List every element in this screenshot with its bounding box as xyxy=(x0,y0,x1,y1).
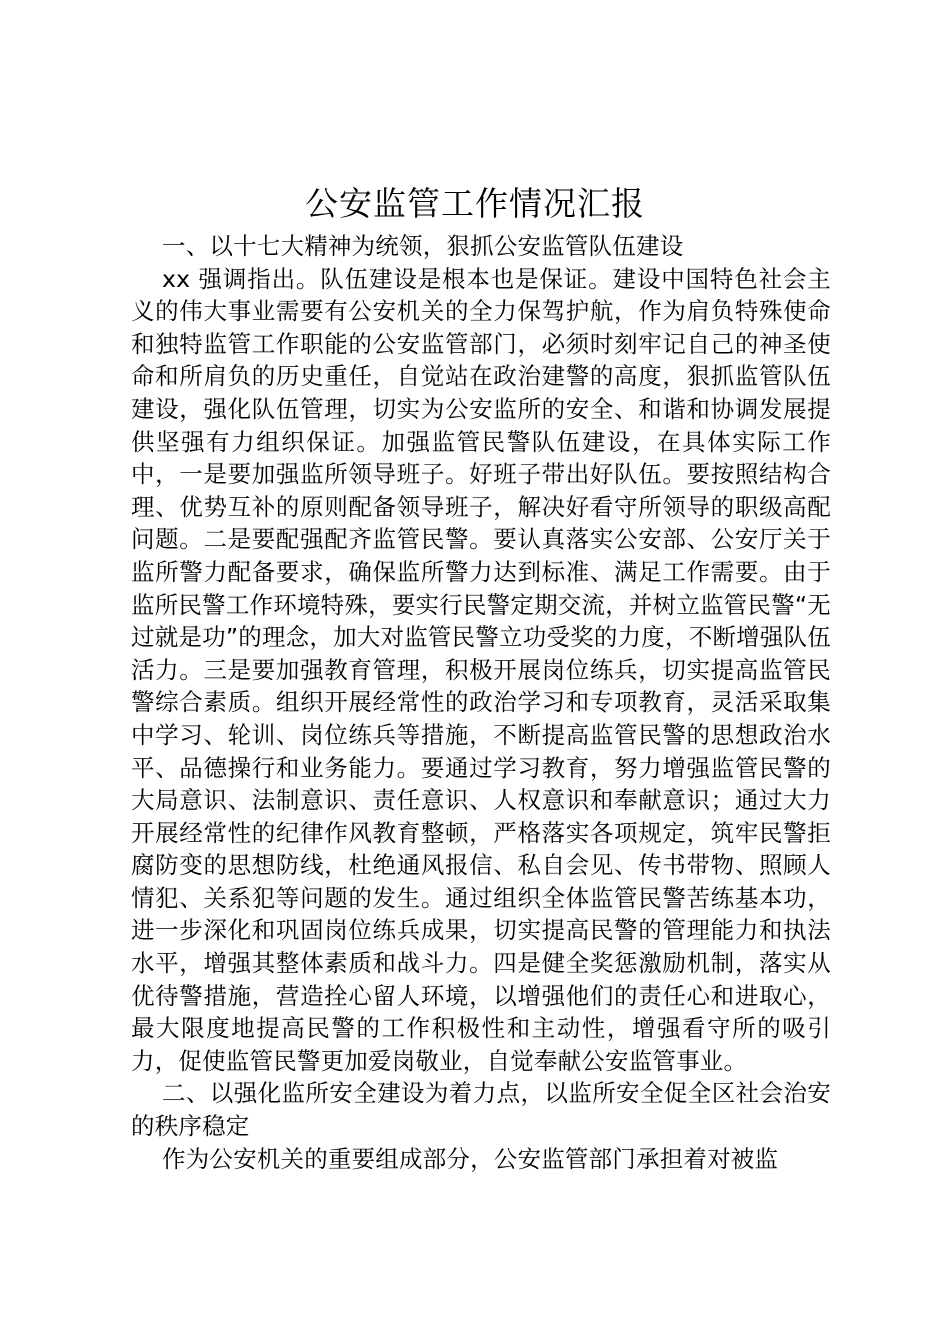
section-heading-2: 二、以强化监所安全建设为着力点，以监所安全促全区社会治安的秩序稳定 xyxy=(131,1079,831,1141)
document-title: 公安监管工作情况汇报 xyxy=(305,184,645,223)
body-paragraph-1: xx 强调指出。队伍建设是根本也是保证。建设中国特色社会主义的伟大事业需要有公安机关的全力保驾护航，作为肩负特殊使命和独特监管工作职能的公安监管部门，必须时刻牢记自己的神圣使命和所肩负的历史重任，自觉站在政治建警的高度，狠抓监管队伍建设，强化队伍管理，切实为公安监所的安全、和谐和协调发展提供坚强有力组织保证。加强监管民警队伍建设，在具体实际工作中，一是要加强监所领导班子。好班子带出好队伍。要按照结构合理、优势互补的原则配备领导班子，解决好看守所领导的职级高配问题。二是要配强配齐监管民警。要认真落实公安部、公安厅关于监所警力配备要求，确保监所警力达到标准、满足工作需要。由于监所民警工作环境特殊，要实行民警定期交流，并树立监管民警“无过就是功”的理念，加大对监管民警立功受奖的力度，不断增强队伍活力。三是要加强教育管理，积极开展岗位练兵，切实提高监管民警综合素质。组织开展经常性的政治学习和专项教育，灵活采取集中学习、轮训、岗位练兵等措施，不断提高监管民警的思想政治水平、品德操行和业务能力。要通过学习教育，努力增强监管民警的大局意识、法制意识、责任意识、人权意识和奉献意识；通过大力开展经常性的纪律作风教育整顿，严格落实各项规定，筑牢民警拒腐防变的思想防线，杜绝通风报信、私自会见、传书带物、照顾人情犯、关系犯等问题的发生。通过组织全体监管民警苦练基本功，进一步深化和巩固岗位练兵成果，切实提高民警的管理能力和执法水平，增强其整体素质和战斗力。四是健全奖惩激励机制，落实从优待警措施，营造拴心留人环境，以增强他们的责任心和进取心，最大限度地提高民警的工作积极性和主动性，增强看守所的吸引力，促使监管民警更加爱岗敬业，自觉奉献公安监管事业。 xyxy=(131,264,831,1075)
section-heading-1: 一、以十七大精神为统领，狠抓公安监管队伍建设 xyxy=(162,232,684,260)
document-body xyxy=(131,230,831,1175)
body-paragraph-2: 作为公安机关的重要组成部分，公安监管部门承担着对被监 xyxy=(162,1144,779,1173)
